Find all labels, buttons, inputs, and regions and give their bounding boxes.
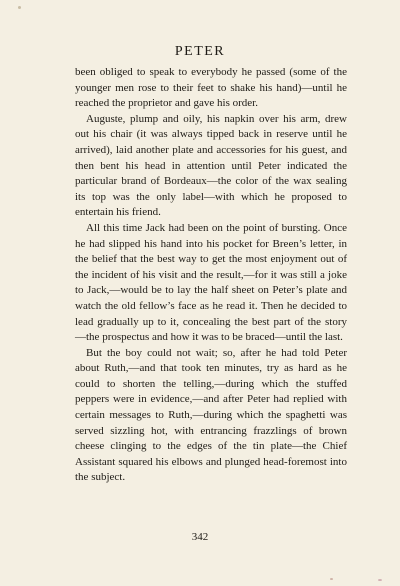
page-number: 342 xyxy=(191,531,209,543)
running-head: PETER xyxy=(174,44,226,59)
paragraph-auguste: Auguste, plump and oily, his napkin over his arm, drew out his chair (it was always tipped back in reserve until he arrived), laid another plate and accessories for his guest, and then bent his head in attention until Peter indicated the particular brand of Bordeaux—the color of the wax sealing its top was the only label—with which he proposed to entertain his friend. xyxy=(75,112,347,219)
paragraph-continued: been obliged to speak to everybody he passed (some of the younger men rose to their feet to shake his hand)—until he reached the proprietor and gave his order. xyxy=(75,66,347,110)
paper-speck xyxy=(18,6,21,9)
paragraph-boy: But the boy could not wait; so, after he had told Peter about Ruth,—and that took ten minutes, try as hard as he could to shorten the telling,—during which the stuffed peppers were in evidence,—and after Peter had replied with certain messages to Ruth,—during which the spaghetti was served sizzling hot, with entrancing frazzlings of brown cheese clinging to the edges of the tin plate—the Chief Assistant squared his elbows and plunged head-foremost into the subject. xyxy=(75,346,347,484)
body-text xyxy=(75,65,347,486)
paragraph-jack: All this time Jack had been on the point of bursting. Once he had slipped his hand into his pocket for Breen’s letter, in the belief that the best way to get the most enjoyment out of the incident of his visit and the result,—for it was still a joke to Jack,—would be to lay the half sheet on Peter’s plate and watch the old fellow’s face as he read it. Then he decided to lead gradually up to it, concealing the best part of the story —the prospectus and how it was to be braced—until the last. xyxy=(75,221,347,344)
paper-speck xyxy=(330,578,333,580)
paper-speck xyxy=(378,579,382,581)
